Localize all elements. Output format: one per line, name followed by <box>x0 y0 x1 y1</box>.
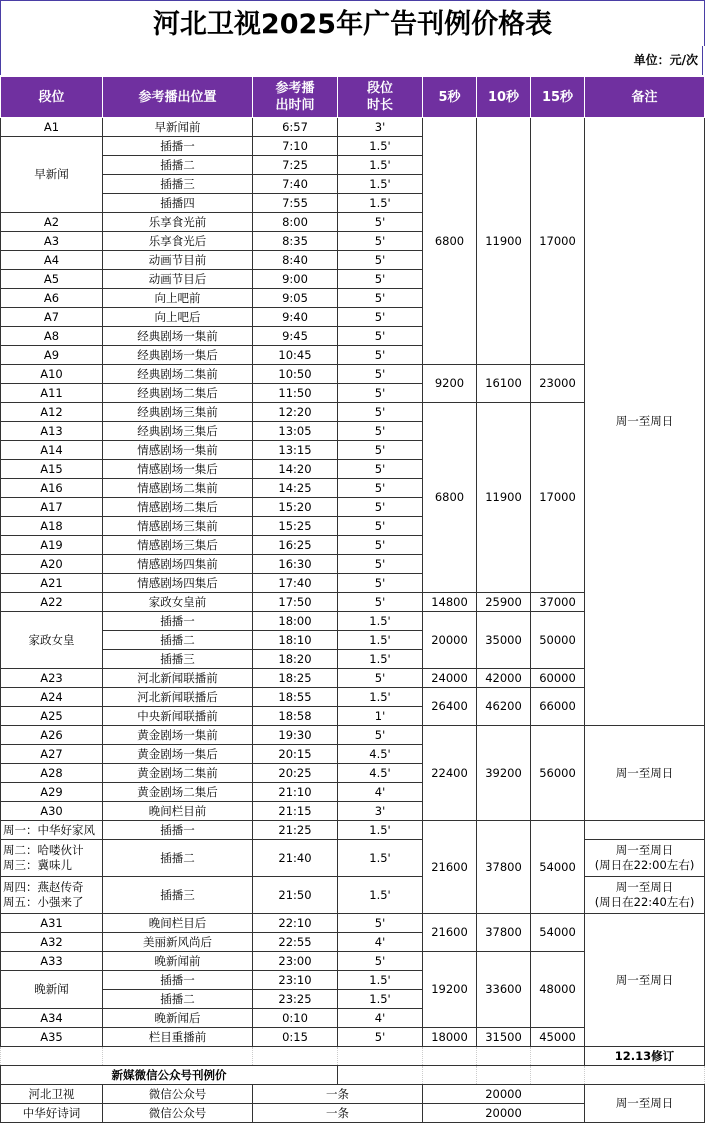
time-cell: 16:25 <box>253 536 338 555</box>
position-cell: 情感剧场二集前 <box>103 479 253 498</box>
duration-cell: 5' <box>338 327 423 346</box>
new-media-price: 20000 <box>423 1104 585 1123</box>
slot-cell: A33 <box>1 952 103 971</box>
duration-cell: 5' <box>338 669 423 688</box>
price-10s: 37800 <box>477 914 531 952</box>
slot-cell: 周二：哈喽伙计 周三：冀味儿 <box>1 840 103 877</box>
duration-cell: 5' <box>338 346 423 365</box>
header-row <box>1 77 705 118</box>
header-time: 参考播 出时间 <box>253 77 338 118</box>
duration-cell: 5' <box>338 726 423 745</box>
position-cell: 插播一 <box>103 821 253 840</box>
price-15s: 37000 <box>531 593 585 612</box>
position-cell: 黄金剧场一集前 <box>103 726 253 745</box>
header-slot: 段位 <box>1 77 103 118</box>
time-cell: 18:55 <box>253 688 338 707</box>
position-cell: 动画节目后 <box>103 270 253 289</box>
time-cell: 8:35 <box>253 232 338 251</box>
time-cell: 23:25 <box>253 990 338 1009</box>
duration-cell: 5' <box>338 384 423 403</box>
price-5s: 14800 <box>423 593 477 612</box>
revision-label: 12.13修订 <box>585 1047 705 1066</box>
time-cell: 14:25 <box>253 479 338 498</box>
slot-cell: A7 <box>1 308 103 327</box>
duration-cell: 1.5' <box>338 137 423 156</box>
position-cell: 插播三 <box>103 650 253 669</box>
time-cell: 9:40 <box>253 308 338 327</box>
position-cell: 情感剧场四集后 <box>103 574 253 593</box>
header-5s: 5秒 <box>423 77 477 118</box>
slot-cell: A22 <box>1 593 103 612</box>
slot-cell: 周四：燕赵传奇 周五：小强来了 <box>1 877 103 914</box>
new-media-price: 20000 <box>423 1085 585 1104</box>
price-10s: 25900 <box>477 593 531 612</box>
position-cell: 情感剧场一集前 <box>103 441 253 460</box>
slot-cell: A35 <box>1 1028 103 1047</box>
table-row <box>1 726 705 745</box>
note-cell: 周一至周日 <box>585 914 705 1047</box>
header-15s: 15秒 <box>531 77 585 118</box>
time-cell: 7:55 <box>253 194 338 213</box>
position-cell: 经典剧场二集前 <box>103 365 253 384</box>
slot-cell: A3 <box>1 232 103 251</box>
table-row <box>1 914 705 933</box>
time-cell: 23:10 <box>253 971 338 990</box>
slot-cell: 晚新闻 <box>1 971 103 1009</box>
slot-cell: A2 <box>1 213 103 232</box>
account-cell: 中华好诗词 <box>1 1104 103 1123</box>
duration-cell: 5' <box>338 460 423 479</box>
quantity-cell: 一条 <box>253 1104 423 1123</box>
slot-cell: A15 <box>1 460 103 479</box>
slot-cell: 周一：中华好家风 <box>1 821 103 840</box>
price-15s: 45000 <box>531 1028 585 1047</box>
position-cell: 乐享食光前 <box>103 213 253 232</box>
slot-cell: A18 <box>1 517 103 536</box>
price-15s: 50000 <box>531 612 585 669</box>
price-5s: 19200 <box>423 952 477 1028</box>
table-row <box>1 118 705 137</box>
position-cell: 经典剧场一集前 <box>103 327 253 346</box>
duration-cell: 1.5' <box>338 650 423 669</box>
price-15s: 48000 <box>531 952 585 1028</box>
price-5s: 6800 <box>423 118 477 365</box>
price-5s: 21600 <box>423 821 477 914</box>
slot-cell: A19 <box>1 536 103 555</box>
position-cell: 向上吧前 <box>103 289 253 308</box>
duration-cell: 5' <box>338 952 423 971</box>
blank-cell <box>103 1047 253 1066</box>
duration-cell: 1.5' <box>338 990 423 1009</box>
blank-cell <box>253 1047 338 1066</box>
time-cell: 22:10 <box>253 914 338 933</box>
time-cell: 9:45 <box>253 327 338 346</box>
slot-cell: A31 <box>1 914 103 933</box>
position-cell: 情感剧场三集前 <box>103 517 253 536</box>
table-row <box>1 840 705 877</box>
note-cell <box>585 821 705 840</box>
position-cell: 家政女皇前 <box>103 593 253 612</box>
price-5s: 20000 <box>423 612 477 669</box>
blank-cell <box>423 1066 477 1085</box>
slot-cell: A28 <box>1 764 103 783</box>
duration-cell: 1.5' <box>338 194 423 213</box>
slot-cell: A29 <box>1 783 103 802</box>
price-10s: 35000 <box>477 612 531 669</box>
position-cell: 黄金剧场一集后 <box>103 745 253 764</box>
price-10s: 37800 <box>477 821 531 914</box>
slot-cell: A4 <box>1 251 103 270</box>
time-cell: 0:15 <box>253 1028 338 1047</box>
new-media-title: 新媒微信公众号刊例价 <box>1 1066 338 1085</box>
slot-cell: A1 <box>1 118 103 137</box>
position-cell: 插播二 <box>103 840 253 877</box>
slot-cell: 家政女皇 <box>1 612 103 669</box>
position-cell: 晚新闻后 <box>103 1009 253 1028</box>
slot-cell: A10 <box>1 365 103 384</box>
duration-cell: 3' <box>338 118 423 137</box>
duration-cell: 5' <box>338 517 423 536</box>
position-cell: 黄金剧场二集后 <box>103 783 253 802</box>
slot-cell: A27 <box>1 745 103 764</box>
slot-cell: 早新闻 <box>1 137 103 213</box>
duration-cell: 1.5' <box>338 688 423 707</box>
position-cell: 插播二 <box>103 990 253 1009</box>
price-5s: 18000 <box>423 1028 477 1047</box>
note-cell: 周一至周日 (周日在22:40左右) <box>585 877 705 914</box>
price-5s: 21600 <box>423 914 477 952</box>
duration-cell: 5' <box>338 251 423 270</box>
duration-cell: 5' <box>338 441 423 460</box>
slot-cell: A24 <box>1 688 103 707</box>
price-10s: 33600 <box>477 952 531 1028</box>
duration-cell: 5' <box>338 403 423 422</box>
time-cell: 21:25 <box>253 821 338 840</box>
blank-cell <box>531 1047 585 1066</box>
position-cell: 经典剧场三集后 <box>103 422 253 441</box>
time-cell: 18:58 <box>253 707 338 726</box>
position-cell: 晚间栏目后 <box>103 914 253 933</box>
duration-cell: 5' <box>338 232 423 251</box>
slot-cell: A9 <box>1 346 103 365</box>
price-5s: 22400 <box>423 726 477 821</box>
duration-cell: 5' <box>338 213 423 232</box>
time-cell: 8:00 <box>253 213 338 232</box>
slot-cell: A14 <box>1 441 103 460</box>
note-cell: 周一至周日 <box>585 118 705 726</box>
time-cell: 11:50 <box>253 384 338 403</box>
position-cell: 早新闻前 <box>103 118 253 137</box>
price-10s: 39200 <box>477 726 531 821</box>
duration-cell: 5' <box>338 498 423 517</box>
price-15s: 60000 <box>531 669 585 688</box>
time-cell: 13:05 <box>253 422 338 441</box>
position-cell: 晚间栏目前 <box>103 802 253 821</box>
account-cell: 河北卫视 <box>1 1085 103 1104</box>
position-cell: 经典剧场三集前 <box>103 403 253 422</box>
time-cell: 18:25 <box>253 669 338 688</box>
position-cell: 情感剧场二集后 <box>103 498 253 517</box>
duration-cell: 4' <box>338 783 423 802</box>
time-cell: 10:45 <box>253 346 338 365</box>
position-cell: 插播四 <box>103 194 253 213</box>
position-cell: 插播一 <box>103 971 253 990</box>
slot-cell: A34 <box>1 1009 103 1028</box>
slot-cell: A17 <box>1 498 103 517</box>
position-cell: 向上吧后 <box>103 308 253 327</box>
header-note: 备注 <box>585 77 705 118</box>
page-title: 河北卫视2025年广告刊例价格表 <box>0 0 705 46</box>
position-cell: 情感剧场一集后 <box>103 460 253 479</box>
position-cell: 插播二 <box>103 156 253 175</box>
slot-cell: A25 <box>1 707 103 726</box>
duration-cell: 4' <box>338 933 423 952</box>
price-15s: 17000 <box>531 118 585 365</box>
price-15s: 66000 <box>531 688 585 726</box>
duration-cell: 5' <box>338 308 423 327</box>
duration-cell: 1.5' <box>338 821 423 840</box>
time-cell: 18:10 <box>253 631 338 650</box>
duration-cell: 1.5' <box>338 175 423 194</box>
duration-cell: 4' <box>338 1009 423 1028</box>
time-cell: 7:40 <box>253 175 338 194</box>
duration-cell: 1.5' <box>338 612 423 631</box>
duration-cell: 5' <box>338 270 423 289</box>
time-cell: 12:20 <box>253 403 338 422</box>
price-15s: 54000 <box>531 821 585 914</box>
revision-row <box>1 1047 705 1066</box>
position-cell: 乐享食光后 <box>103 232 253 251</box>
position-cell: 插播三 <box>103 877 253 914</box>
slot-cell: A6 <box>1 289 103 308</box>
duration-cell: 5' <box>338 479 423 498</box>
position-cell: 晚新闻前 <box>103 952 253 971</box>
time-cell: 7:10 <box>253 137 338 156</box>
position-cell: 美丽新风尚后 <box>103 933 253 952</box>
time-cell: 6:57 <box>253 118 338 137</box>
header-duration: 段位 时长 <box>338 77 423 118</box>
blank-cell <box>338 1066 423 1085</box>
time-cell: 20:25 <box>253 764 338 783</box>
position-cell: 栏目重播前 <box>103 1028 253 1047</box>
header-position: 参考播出位置 <box>103 77 253 118</box>
duration-cell: 1.5' <box>338 971 423 990</box>
header-10s: 10秒 <box>477 77 531 118</box>
slot-cell: A11 <box>1 384 103 403</box>
price-5s: 9200 <box>423 365 477 403</box>
time-cell: 20:15 <box>253 745 338 764</box>
slot-cell: A30 <box>1 802 103 821</box>
position-cell: 插播一 <box>103 612 253 631</box>
time-cell: 21:50 <box>253 877 338 914</box>
blank-cell <box>531 1066 585 1085</box>
time-cell: 21:15 <box>253 802 338 821</box>
channel-cell: 微信公众号 <box>103 1085 253 1104</box>
slot-cell: A23 <box>1 669 103 688</box>
position-cell: 中央新闻联播前 <box>103 707 253 726</box>
duration-cell: 5' <box>338 574 423 593</box>
position-cell: 插播一 <box>103 137 253 156</box>
time-cell: 15:20 <box>253 498 338 517</box>
price-10s: 31500 <box>477 1028 531 1047</box>
duration-cell: 1.5' <box>338 840 423 877</box>
position-cell: 黄金剧场二集前 <box>103 764 253 783</box>
time-cell: 0:10 <box>253 1009 338 1028</box>
slot-cell: A20 <box>1 555 103 574</box>
price-10s: 11900 <box>477 118 531 365</box>
duration-cell: 5' <box>338 593 423 612</box>
time-cell: 8:40 <box>253 251 338 270</box>
slot-cell: A32 <box>1 933 103 952</box>
price-5s: 6800 <box>423 403 477 593</box>
duration-cell: 5' <box>338 365 423 384</box>
duration-cell: 5' <box>338 914 423 933</box>
position-cell: 河北新闻联播后 <box>103 688 253 707</box>
time-cell: 14:20 <box>253 460 338 479</box>
blank-cell <box>1 1047 103 1066</box>
time-cell: 10:50 <box>253 365 338 384</box>
time-cell: 7:25 <box>253 156 338 175</box>
time-cell: 22:55 <box>253 933 338 952</box>
blank-cell <box>338 1047 423 1066</box>
duration-cell: 1.5' <box>338 877 423 914</box>
position-cell: 情感剧场三集后 <box>103 536 253 555</box>
duration-cell: 3' <box>338 802 423 821</box>
table-row <box>1 821 705 840</box>
duration-cell: 5' <box>338 1028 423 1047</box>
time-cell: 17:50 <box>253 593 338 612</box>
note-cell: 周一至周日 (周日在22:00左右) <box>585 840 705 877</box>
position-cell: 动画节目前 <box>103 251 253 270</box>
note-cell: 周一至周日 <box>585 726 705 821</box>
price-10s: 11900 <box>477 403 531 593</box>
time-cell: 13:15 <box>253 441 338 460</box>
unit-label: 单位：元/次 <box>0 46 703 75</box>
slot-cell: A8 <box>1 327 103 346</box>
slot-cell: A13 <box>1 422 103 441</box>
time-cell: 17:40 <box>253 574 338 593</box>
time-cell: 21:40 <box>253 840 338 877</box>
time-cell: 9:05 <box>253 289 338 308</box>
duration-cell: 1.5' <box>338 156 423 175</box>
time-cell: 16:30 <box>253 555 338 574</box>
slot-cell: A26 <box>1 726 103 745</box>
channel-cell: 微信公众号 <box>103 1104 253 1123</box>
new-media-row <box>1 1085 705 1104</box>
slot-cell: A16 <box>1 479 103 498</box>
blank-cell <box>585 1066 705 1085</box>
slot-cell: A5 <box>1 270 103 289</box>
new-media-note: 周一至周日 <box>585 1085 705 1123</box>
position-cell: 情感剧场四集前 <box>103 555 253 574</box>
slot-cell: A12 <box>1 403 103 422</box>
price-5s: 24000 <box>423 669 477 688</box>
position-cell: 插播二 <box>103 631 253 650</box>
duration-cell: 4.5' <box>338 764 423 783</box>
duration-cell: 5' <box>338 422 423 441</box>
position-cell: 经典剧场二集后 <box>103 384 253 403</box>
time-cell: 19:30 <box>253 726 338 745</box>
price-10s: 42000 <box>477 669 531 688</box>
price-15s: 56000 <box>531 726 585 821</box>
position-cell: 经典剧场一集后 <box>103 346 253 365</box>
table-row <box>1 877 705 914</box>
duration-cell: 5' <box>338 555 423 574</box>
blank-cell <box>423 1047 477 1066</box>
blank-cell <box>477 1066 531 1085</box>
time-cell: 18:00 <box>253 612 338 631</box>
new-media-title-row <box>1 1066 705 1085</box>
time-cell: 9:00 <box>253 270 338 289</box>
time-cell: 15:25 <box>253 517 338 536</box>
time-cell: 18:20 <box>253 650 338 669</box>
duration-cell: 5' <box>338 289 423 308</box>
price-15s: 54000 <box>531 914 585 952</box>
price-10s: 46200 <box>477 688 531 726</box>
price-10s: 16100 <box>477 365 531 403</box>
time-cell: 23:00 <box>253 952 338 971</box>
price-15s: 23000 <box>531 365 585 403</box>
position-cell: 插播三 <box>103 175 253 194</box>
price-15s: 17000 <box>531 403 585 593</box>
position-cell: 河北新闻联播前 <box>103 669 253 688</box>
duration-cell: 1' <box>338 707 423 726</box>
blank-cell <box>477 1047 531 1066</box>
slot-cell: A21 <box>1 574 103 593</box>
duration-cell: 4.5' <box>338 745 423 764</box>
duration-cell: 1.5' <box>338 631 423 650</box>
time-cell: 21:10 <box>253 783 338 802</box>
duration-cell: 5' <box>338 536 423 555</box>
price-5s: 26400 <box>423 688 477 726</box>
quantity-cell: 一条 <box>253 1085 423 1104</box>
price-table <box>0 76 705 1123</box>
